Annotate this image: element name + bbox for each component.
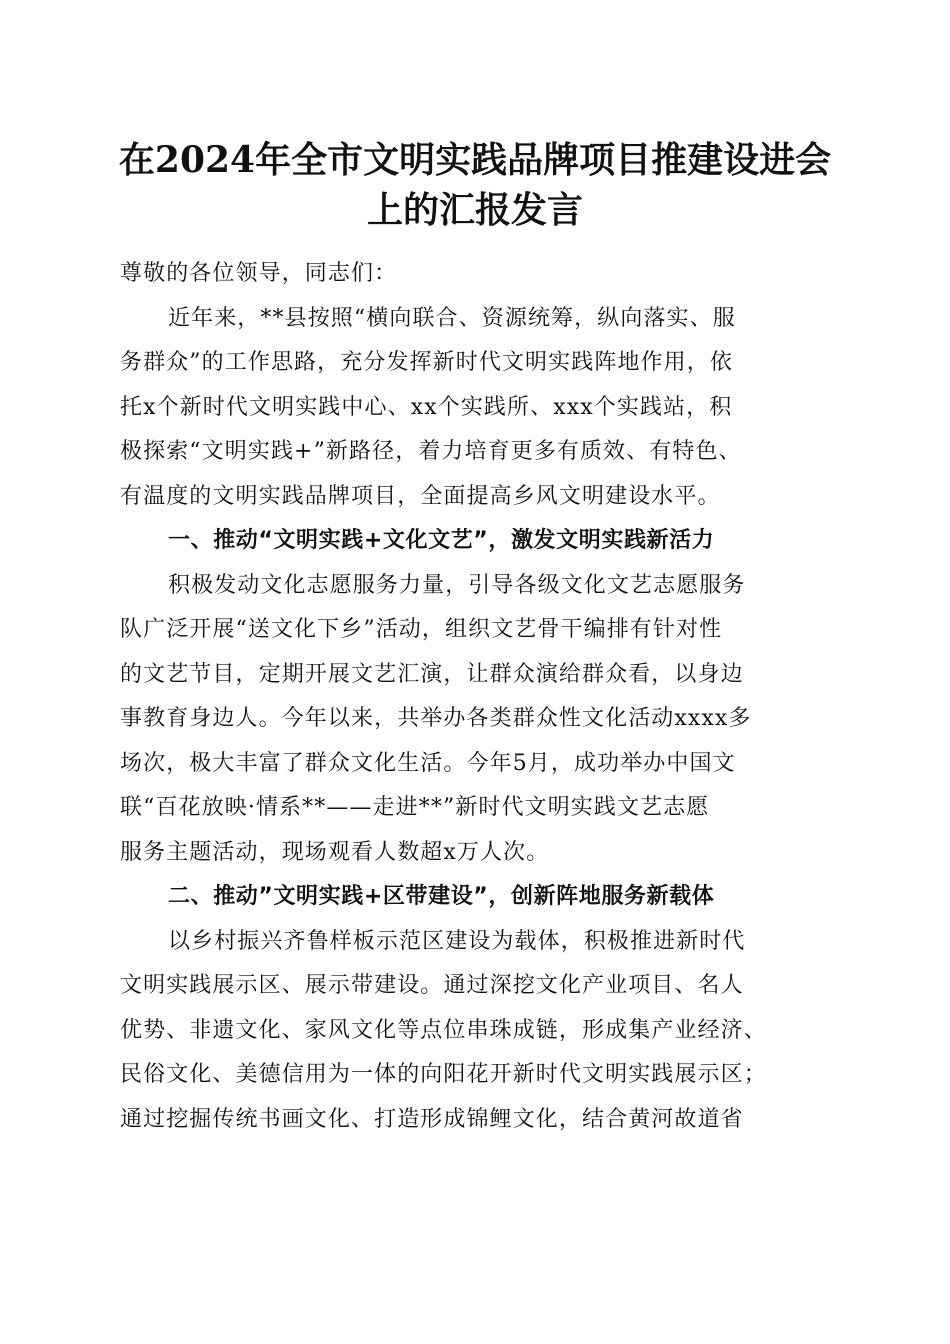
section-2-line-2: 文明实践展示区、展示带建设。通过深挖文化产业项目、名人 <box>120 973 744 998</box>
section-2-line-3: 优势、非遗文化、家风文化等点位串珠成链，形成集产业经济、 <box>120 1017 767 1043</box>
intro-line-1: 近年来，**县按照“横向联合、资源统筹，纵向落实、服 <box>168 305 736 331</box>
intro-line-4: 极探索“文明实践+”新路径，着力培育更多有质效、有特色、 <box>120 439 742 464</box>
section-2-line-4: 民俗文化、美德信用为一体的向阳花开新时代文明实践展示区； <box>120 1062 767 1087</box>
intro-paragraph <box>120 297 830 520</box>
section-2-paragraph <box>120 920 830 1143</box>
section-1-line-6: 联“百花放映·情系**——走进**”新时代文明实践文艺志愿 <box>120 795 710 820</box>
section-2-heading: 二、推动”文明实践+区带建设”，创新阵地服务新载体 <box>168 884 715 909</box>
intro-line-5: 有温度的文明实践品牌项目，全面提高乡风文明建设水平。 <box>120 483 721 509</box>
section-1-line-7: 服务主题活动，现场观看人数超x万人次。 <box>120 839 550 865</box>
section-1-line-1: 积极发动文化志愿服务力量，引导各级文化文艺志愿服务 <box>168 572 746 598</box>
section-1-line-2: 队广泛开展“送文化下乡”活动，组织文艺骨干编排有针对性 <box>120 617 723 642</box>
title-line-1: 在2024年全市文明实践品牌项目推建设进会 <box>118 139 832 181</box>
document-title <box>100 135 850 235</box>
section-1-line-4: 事教育身边人。今年以来，共举办各类群众性文化活动xxxx多 <box>120 706 752 731</box>
section-1-line-3: 的文艺节目，定期开展文艺汇演，让群众演给群众看，以身边 <box>120 661 744 687</box>
intro-line-3: 托x个新时代文明实践中心、xx个实践所、xxx个实践站，积 <box>120 394 733 420</box>
intro-line-2: 务群众”的工作思路，充分发挥新时代文明实践阵地作用，依 <box>120 350 733 375</box>
section-2-line-1: 以乡村振兴齐鲁样板示范区建设为载体，积极推进新时代 <box>168 928 746 954</box>
title-line-2: 上的汇报发言 <box>366 189 583 231</box>
salutation: 尊敬的各位领导，同志们： <box>120 261 398 286</box>
section-1-heading: 一、推动“文明实践+文化文艺”，激发文明实践新活力 <box>168 528 715 553</box>
document-body <box>120 252 830 1142</box>
section-2-line-5: 通过挖掘传统书画文化、打造形成锦鲤文化，结合黄河故道省 <box>120 1106 744 1132</box>
section-1-paragraph <box>120 564 830 876</box>
section-1-line-5: 场次，极大丰富了群众文化生活。今年5月，成功举办中国文 <box>120 750 736 776</box>
